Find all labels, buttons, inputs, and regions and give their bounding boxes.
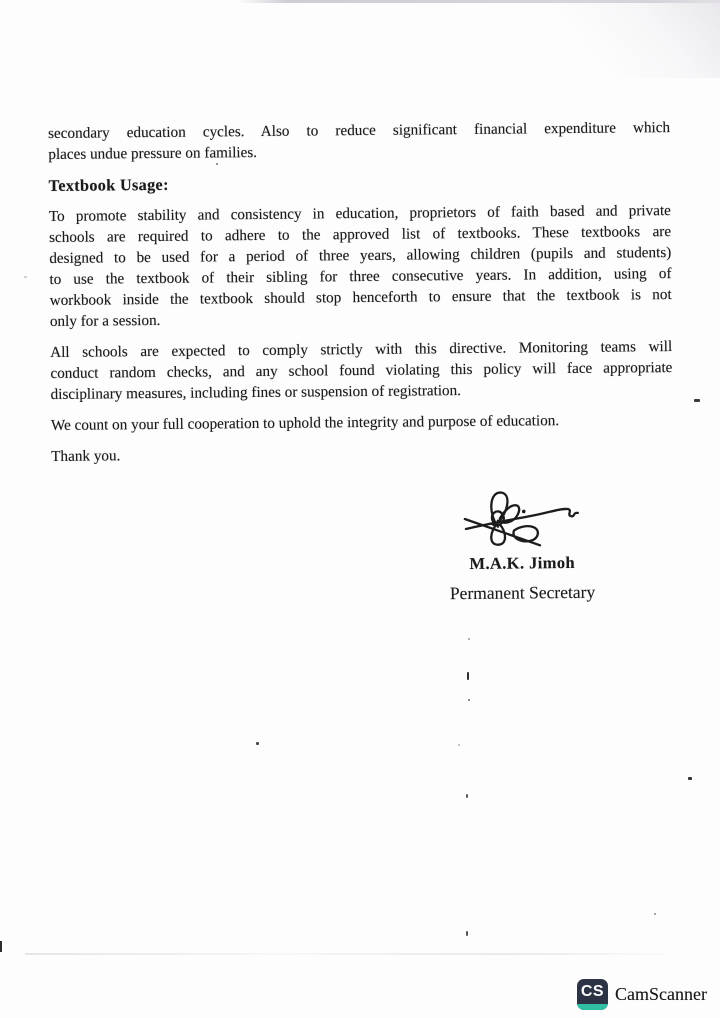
text-line: Thank you. [51, 447, 121, 465]
text-line: workbook inside the textbook should stop henceforth to ensure that the textbook is not [49, 286, 672, 309]
scan-speck [466, 931, 468, 936]
text-line: We count on your full cooperation to uphold the integrity and purpose of education. [50, 412, 560, 434]
text-line: schools are required to adhere to the approved list of textbooks. These textbooks are [49, 223, 672, 246]
letter-content [48, 117, 675, 663]
camscanner-icon-text: CS [580, 983, 605, 1000]
scan-speck [688, 777, 692, 780]
text-line: designed to be used for a period of three years, allowing children (pupils and students) [49, 244, 672, 267]
scan-speck [458, 744, 460, 746]
scan-speck [256, 742, 259, 745]
text-line: To promote stability and consistency in education, proprietors of faith based and private [48, 202, 671, 225]
camscanner-label: CamScanner [615, 984, 707, 1004]
camscanner-watermark [577, 979, 707, 1010]
camscanner-icon-accent [577, 1004, 608, 1010]
text-line: places undue pressure on families. [48, 143, 258, 163]
scan-speck [468, 699, 470, 701]
text-line: conduct random checks, and any school found violating this policy will face appropriate [50, 359, 673, 382]
scan-edge-mark [0, 941, 2, 952]
paragraph-continuation [48, 117, 670, 165]
scan-top-edge [238, 0, 720, 3]
signature-block [381, 477, 662, 605]
camscanner-icon [577, 979, 608, 1010]
text-line: secondary education cycles. Also to reduce significant financial expenditure which [48, 119, 671, 142]
letter-body [48, 117, 673, 467]
text-line: All schools are expected to comply strictly with this directive. Monitoring teams will [50, 338, 673, 361]
scan-speck [468, 638, 470, 640]
signature-title: Permanent Secretary [449, 581, 596, 604]
text-line: disciplinary measures, including fines or suspension of registration. [50, 382, 462, 403]
text-line: to use the textbook of their sibling for three consecutive years. In addition, using of [49, 265, 672, 288]
scan-speck [654, 913, 656, 915]
signature-name: M.A.K. Jimoh [469, 552, 576, 573]
paragraph-thanks [51, 440, 673, 467]
heading-line: Textbook Usage: [48, 174, 169, 195]
paragraph-compliance [50, 336, 673, 405]
scan-speck [467, 672, 469, 680]
scan-speck [694, 399, 700, 402]
text-line: only for a session. [49, 311, 161, 330]
scan-speck [24, 276, 27, 278]
scan-corner-shadow [500, 0, 720, 78]
scan-speck [216, 163, 218, 165]
scan-speck [466, 794, 468, 798]
paragraph-textbook-policy [49, 200, 672, 332]
signature-scribble-icon [459, 478, 584, 553]
heading-textbook-usage [48, 169, 670, 196]
paragraph-cooperation [51, 409, 673, 436]
scan-bottom-edge [25, 953, 665, 955]
